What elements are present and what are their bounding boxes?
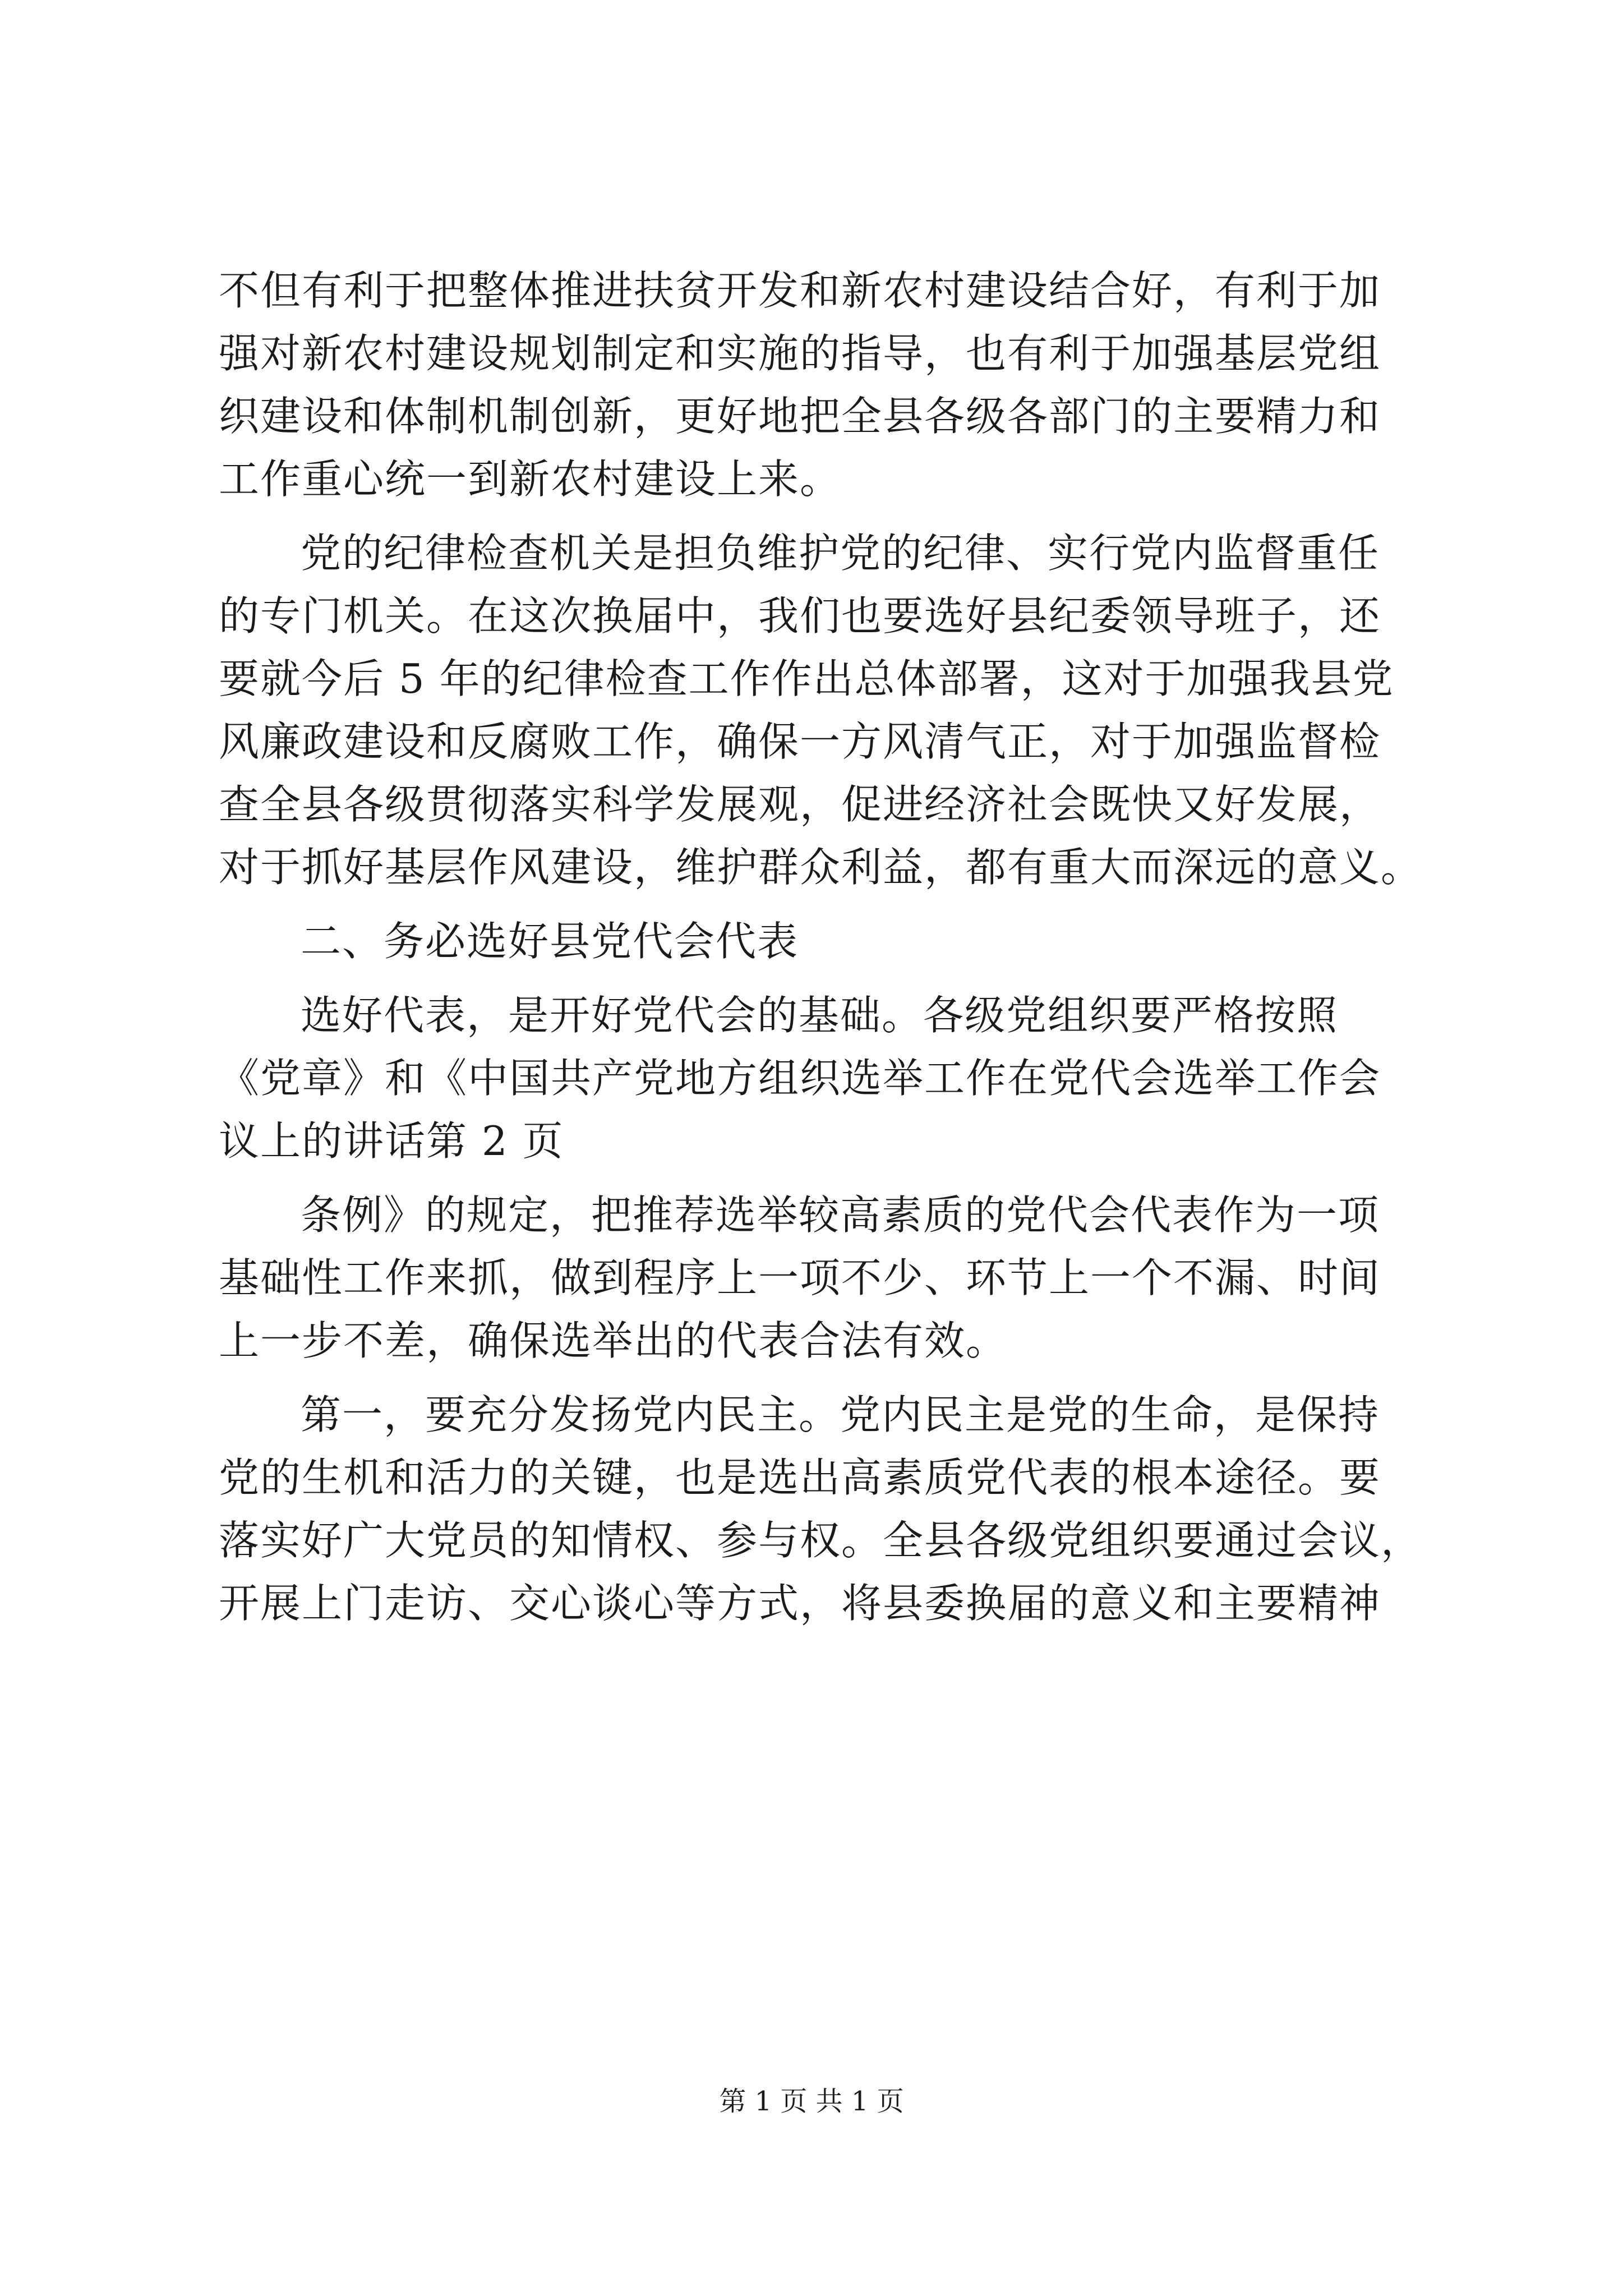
text-line: 的专门机关。在这次换届中，我们也要选好县纪委领导班子，还: [219, 592, 1381, 639]
text-line: 要就今后 5 年的纪律检查工作作出总体部署，这对于加强我县党: [219, 655, 1394, 702]
text-line: 查全县各级贯彻落实科学发展观，促进经济社会既快又好发展，: [219, 781, 1381, 828]
paragraph-gap: [219, 510, 1419, 522]
paragraph-gap: [219, 1372, 1419, 1383]
text-line: 第一，要充分发扬党内民主。党内民主是党的生命，是保持: [301, 1391, 1380, 1438]
text-line: 强对新农村建设规划制定和实施的指导，也有利于加强基层党组: [219, 330, 1381, 377]
heading-line: 二、务必选好县党代会代表: [301, 918, 799, 965]
paragraph-4: [219, 1184, 1419, 1372]
text-line: 基础性工作来抓，做到程序上一项不少、环节上一个不漏、时间: [219, 1254, 1381, 1301]
text-line: 议上的讲话第 2 页: [219, 1117, 564, 1165]
text-line: 开展上门走访、交心谈心等方式，将县委换届的意义和主要精神: [219, 1580, 1381, 1627]
text-line: 选好代表，是开好党代会的基础。各级党组织要严格按照: [301, 992, 1339, 1039]
section-heading: [219, 910, 1419, 973]
text-line: 对于抓好基层作风建设，维护群众利益，都有重大而深远的意义。: [219, 844, 1423, 891]
text-line: 《党章》和《中国共产党地方组织选举工作在党代会选举工作会: [219, 1055, 1381, 1102]
page-number: 第 1 页 共 1 页: [719, 2086, 904, 2117]
paragraph-5: [219, 1383, 1423, 1635]
paragraph-3: [219, 984, 1419, 1172]
page-footer: [0, 2085, 1623, 2118]
text-line: 上一步不差，确保选举出的代表合法有效。: [219, 1317, 1008, 1364]
paragraph-gap: [219, 1172, 1419, 1184]
text-line: 党的生机和活力的关键，也是选出高素质党代表的根本途径。要: [219, 1454, 1381, 1501]
text-line: 工作重心统一到新农村建设上来。: [219, 455, 842, 503]
paragraph-gap: [219, 973, 1419, 984]
text-line: 风廉政建设和反腐败工作，确保一方风清气正，对于加强监督检: [219, 718, 1381, 765]
paragraph-gap: [219, 899, 1419, 910]
paragraph-2: [219, 522, 1423, 899]
document-body: [219, 259, 1423, 1635]
text-line: 落实好广大党员的知情权、参与权。全县各级党组织要通过会议，: [219, 1517, 1423, 1564]
text-line: 不但有利于把整体推进扶贫开发和新农村建设结合好，有利于加: [219, 267, 1381, 314]
text-line: 织建设和体制机制创新，更好地把全县各级各部门的主要精力和: [219, 393, 1381, 440]
text-line: 党的纪律检查机关是担负维护党的纪律、实行党内监督重任: [301, 530, 1380, 577]
paragraph-1: [219, 259, 1419, 510]
text-line: 条例》的规定，把推荐选举较高素质的党代会代表作为一项: [301, 1191, 1380, 1239]
